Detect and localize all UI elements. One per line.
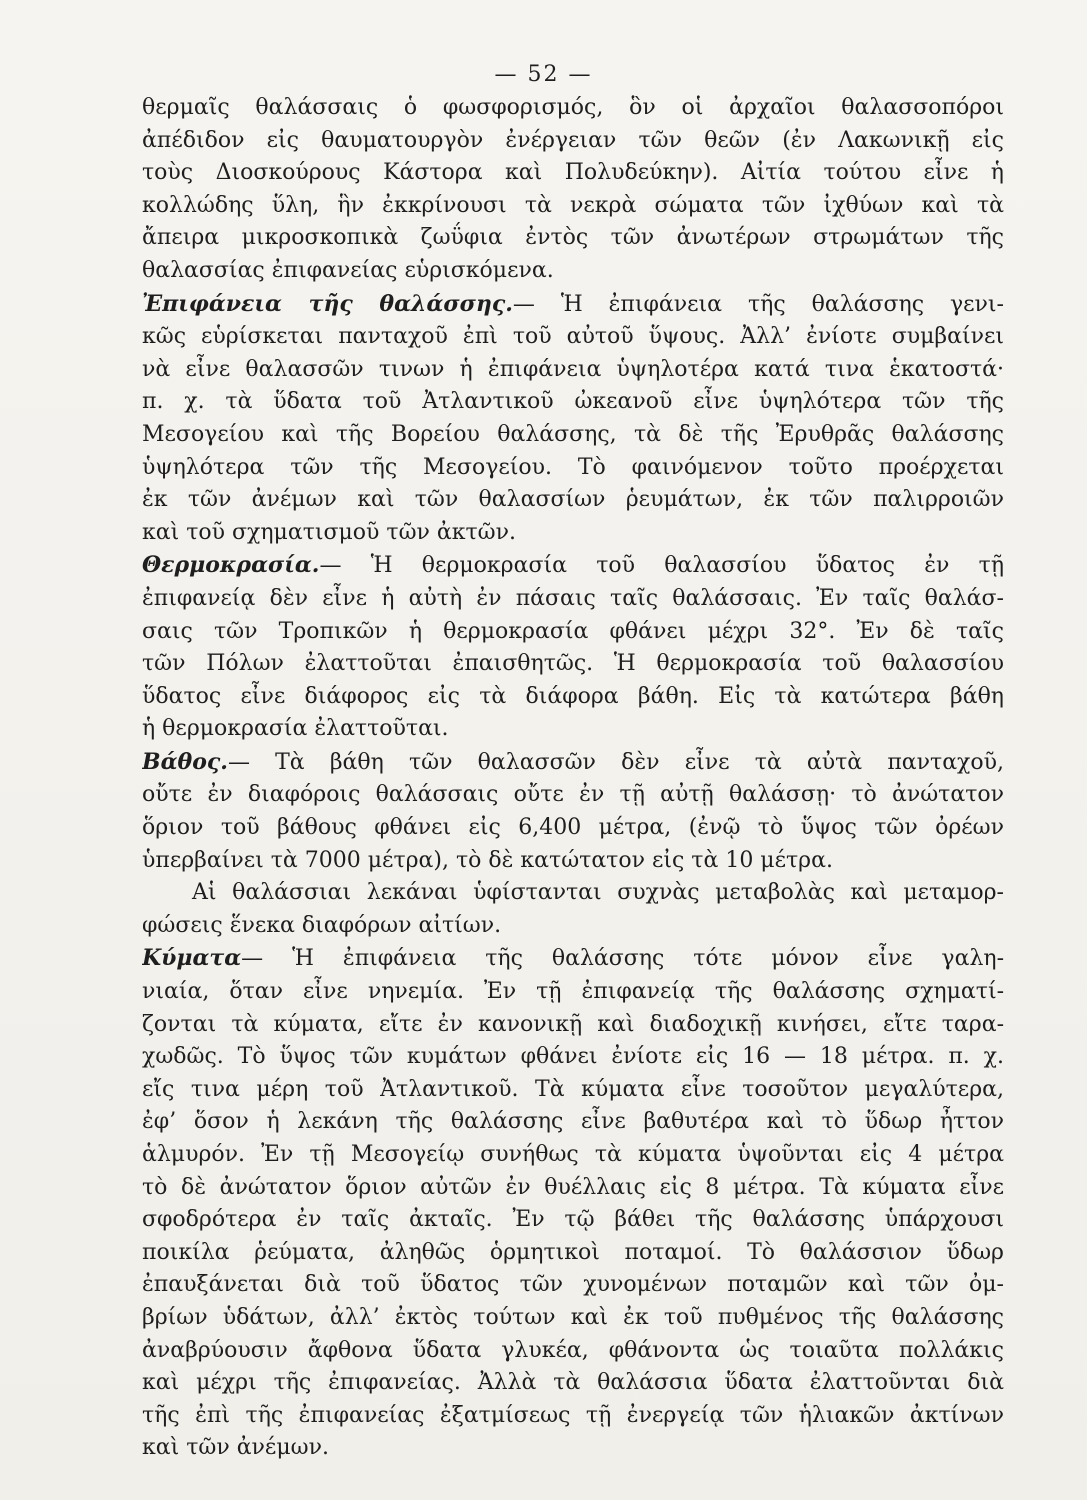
line-text: Μεσογείου καὶ τῆς Βορείου θαλάσσης, τὰ δὲ τῆς Ἐρυθρᾶς θαλάσσης bbox=[142, 421, 1004, 447]
line-text: — Ἡ θερμοκρασία τοῦ θαλασσίου ὕδατος ἐν τῇ bbox=[319, 553, 1004, 579]
text-line bbox=[142, 125, 1004, 158]
line-text: θαλασσίας ἐπιφανείας εὑρισκόμενα. bbox=[142, 257, 554, 283]
line-text: ἐπαυξάνεται διὰ τοῦ ὕδατος τῶν χυνομένων ποταμῶν καὶ τῶν ὀμ- bbox=[142, 1272, 1004, 1298]
text-line bbox=[142, 812, 1004, 845]
text-line bbox=[142, 1204, 1004, 1237]
text-line bbox=[142, 549, 1004, 583]
text-line bbox=[142, 877, 1004, 910]
text-line bbox=[142, 190, 1004, 223]
text-line bbox=[142, 1237, 1004, 1270]
text-line bbox=[142, 942, 1004, 976]
text-line bbox=[142, 779, 1004, 812]
line-text: ἀπέδιδον εἰς θαυματουργὸν ἐνέργειαν τῶν θεῶν (ἐν Λακωνικῇ εἰς bbox=[142, 127, 1004, 153]
text-line bbox=[142, 616, 1004, 649]
line-text: καὶ τῶν ἀνέμων. bbox=[142, 1435, 329, 1461]
section-heading: Βάθος. bbox=[142, 748, 228, 775]
page-body bbox=[142, 92, 1004, 1465]
line-text: ἐπιφανείᾳ δὲν εἶνε ἡ αὐτὴ ἐν πάσαις ταῖς θαλάσσαις. Ἐν ταῖς θαλάσ- bbox=[142, 585, 1004, 611]
text-line bbox=[142, 1106, 1004, 1139]
text-line bbox=[142, 1367, 1004, 1400]
line-text: κολλώδης ὕλη, ἣν ἐκκρίνουσι τὰ νεκρὰ σώματα τῶν ἰχθύων καὶ τὰ bbox=[142, 192, 1004, 218]
line-text: νιαία, ὅταν εἶνε νηνεμία. Ἐν τῇ ἐπιφανείᾳ τῆς θαλάσσης σχηματί- bbox=[142, 979, 1004, 1005]
section-heading: Ἐπιφάνεια τῆς θαλάσσης. bbox=[142, 290, 513, 317]
text-line bbox=[142, 452, 1004, 485]
line-text: καὶ μέχρι τῆς ἐπιφανείας. Ἀλλὰ τὰ θαλάσσια ὕδατα ἐλαττοῦνται διὰ bbox=[142, 1370, 1004, 1396]
line-text: ἐκ τῶν ἀνέμων καὶ τῶν θαλασσίων ῥευμάτων, ἐκ τῶν παλιρροιῶν bbox=[142, 487, 1004, 513]
line-text: χωδῶς. Τὸ ὕψος τῶν κυμάτων φθάνει ἐνίοτε εἰς 16 — 18 μέτρα. π. χ. bbox=[142, 1044, 1004, 1070]
text-line bbox=[142, 1432, 1004, 1465]
line-text: θερμαῖς θαλάσσαις ὁ φωσφορισμός, ὃν οἱ ἀρχαῖοι θαλασσοπόροι bbox=[142, 95, 1004, 120]
text-line bbox=[142, 845, 1004, 878]
line-text: — Τὰ βάθη τῶν θαλασσῶν δὲν εἶνε τὰ αὐτὰ πανταχοῦ, bbox=[227, 749, 1004, 775]
line-text: ἁλμυρόν. Ἐν τῇ Μεσογείῳ συνήθως τὰ κύματα ὑψοῦνται εἰς 4 μέτρα bbox=[142, 1142, 1004, 1167]
line-text: ὑψηλότερα τῶν τῆς Μεσογείου. Τὸ φαινόμενον τοῦτο προέρχεται bbox=[142, 454, 1004, 480]
line-text: ζονται τὰ κύματα, εἴτε ἐν κανονικῇ καὶ διαδοχικῇ κινήσει, εἴτε ταρα- bbox=[142, 1011, 1004, 1037]
text-line bbox=[142, 746, 1004, 780]
line-text: τῶν Πόλων ἐλαττοῦται ἐπαισθητῶς. Ἡ θερμοκρασία τοῦ θαλασσίου bbox=[142, 651, 1004, 677]
line-text: Αἱ θαλάσσιαι λεκάναι ὑφίστανται συχνὰς μεταβολὰς καὶ μεταμορ- bbox=[192, 880, 1004, 906]
line-text: κῶς εὑρίσκεται πανταχοῦ ἐπὶ τοῦ αὐτοῦ ὕψους. Ἀλλ’ ἐνίοτε συμβαίνει bbox=[142, 324, 1004, 350]
section-paragraph bbox=[142, 746, 1004, 877]
text-line bbox=[142, 976, 1004, 1009]
line-text: ποικίλα ῥεύματα, ἀληθῶς ὁρμητικοὶ ποταμοί. Τὸ θαλάσσιον ὕδωρ bbox=[142, 1239, 1004, 1265]
line-text: — Ἡ ἐπιφάνεια τῆς θαλάσσης τότε μόνον εἶνε γαλη- bbox=[241, 946, 1004, 972]
section-paragraph bbox=[142, 942, 1004, 1465]
line-text: π. χ. τὰ ὕδατα τοῦ Ἀτλαντικοῦ ὠκεανοῦ εἶνε ὑψηλότερα τῶν τῆς bbox=[142, 389, 1004, 415]
line-text: ἡ θερμοκρασία ἐλαττοῦται. bbox=[142, 716, 449, 742]
text-line bbox=[142, 419, 1004, 452]
text-line bbox=[142, 1335, 1004, 1368]
text-line bbox=[142, 517, 1004, 550]
text-line bbox=[142, 288, 1004, 322]
text-line bbox=[142, 1172, 1004, 1205]
line-text: φώσεις ἕνεκα διαφόρων αἰτίων. bbox=[142, 912, 502, 938]
line-text: νὰ εἶνε θαλασσῶν τινων ἡ ἐπιφάνεια ὑψηλοτέρα κατά τινα ἑκατοστά· bbox=[142, 356, 1004, 382]
text-line bbox=[142, 484, 1004, 517]
line-text: οὔτε ἐν διαφόροις θαλάσσαις οὔτε ἐν τῇ αὐτῇ θαλάσσῃ· τὸ ἀνώτατον bbox=[142, 782, 1004, 808]
line-text: σφοδρότερα ἐν ταῖς ἀκταῖς. Ἐν τῷ βάθει τῆς θαλάσσης ὑπάρχουσι bbox=[142, 1207, 1004, 1233]
text-line bbox=[142, 354, 1004, 387]
text-line bbox=[142, 157, 1004, 190]
text-line bbox=[142, 1302, 1004, 1335]
text-line bbox=[142, 92, 1004, 125]
text-line bbox=[142, 1074, 1004, 1107]
text-line bbox=[142, 713, 1004, 746]
paragraph bbox=[142, 92, 1004, 288]
line-text: ἀναβρύουσιν ἄφθονα ὕδατα γλυκέα, φθάνοντα ὡς τοιαῦτα πολλάκις bbox=[142, 1337, 1004, 1363]
line-text: ὕδατος εἶνε διάφορος εἰς τὰ διάφορα βάθη. Εἰς τὰ κατώτερα βάθη bbox=[142, 683, 1004, 709]
text-line bbox=[142, 222, 1004, 255]
section-paragraph bbox=[142, 549, 1004, 746]
text-line bbox=[142, 681, 1004, 714]
line-text: ἄπειρα μικροσκοπικὰ ζωΰφια ἐντὸς τῶν ἀνωτέρων στρωμάτων τῆς bbox=[142, 225, 1004, 251]
line-text: βρίων ὑδάτων, ἀλλ’ ἐκτὸς τούτων καὶ ἐκ τοῦ πυθμένος τῆς θαλάσσης bbox=[142, 1304, 1004, 1330]
line-text: τὸ δὲ ἀνώτατον ὅριον αὐτῶν ἐν θυέλλαις εἰς 8 μέτρα. Τὰ κύματα εἶνε bbox=[142, 1174, 1004, 1200]
text-line bbox=[142, 1139, 1004, 1172]
text-line bbox=[142, 321, 1004, 354]
section-heading: Κύματα bbox=[142, 945, 242, 972]
section-paragraph bbox=[142, 288, 1004, 550]
line-text: σαις τῶν Τροπικῶν ἡ θερμοκρασία φθάνει μέχρι 32°. Ἐν δὲ ταῖς bbox=[142, 618, 1004, 644]
line-text: εἴς τινα μέρη τοῦ Ἀτλαντικοῦ. Τὰ κύματα εἶνε τοσοῦτον μεγαλύτερα, bbox=[142, 1076, 1004, 1102]
text-line bbox=[142, 1269, 1004, 1302]
line-text: τῆς ἐπὶ τῆς ἐπιφανείας ἐξατμίσεως τῇ ἐνεργείᾳ τῶν ἡλιακῶν ἀκτίνων bbox=[142, 1402, 1004, 1428]
line-text: ὑπερβαίνει τὰ 7000 μέτρα), τὸ δὲ κατώτατον εἰς τὰ 10 μέτρα. bbox=[142, 847, 833, 873]
text-line bbox=[142, 648, 1004, 681]
text-line bbox=[142, 1041, 1004, 1074]
text-line bbox=[142, 583, 1004, 616]
line-text: καὶ τοῦ σχηματισμοῦ τῶν ἀκτῶν. bbox=[142, 519, 516, 545]
text-line bbox=[142, 255, 1004, 288]
paragraph bbox=[142, 877, 1004, 942]
page-number: — 52 — bbox=[494, 62, 593, 87]
line-text: ἐφ’ ὅσον ἡ λεκάνη τῆς θαλάσσης εἶνε βαθυτέρα καὶ τὸ ὕδωρ ἦττον bbox=[142, 1109, 1004, 1135]
text-line bbox=[142, 386, 1004, 419]
text-line bbox=[142, 910, 1004, 943]
text-line bbox=[142, 1400, 1004, 1433]
text-line bbox=[142, 1009, 1004, 1042]
line-text: ὅριον τοῦ βάθους φθάνει εἰς 6,400 μέτρα, (ἐνῷ τὸ ὕψος τῶν ὀρέων bbox=[142, 815, 1004, 841]
line-text: — Ἡ ἐπιφάνεια τῆς θαλάσσης γενι- bbox=[512, 291, 1004, 317]
line-text: τοὺς Διοσκούρους Κάστορα καὶ Πολυδεύκην). Αἰτία τούτου εἶνε ἡ bbox=[142, 160, 1004, 186]
section-heading: Θερμοκρασία. bbox=[142, 552, 320, 579]
